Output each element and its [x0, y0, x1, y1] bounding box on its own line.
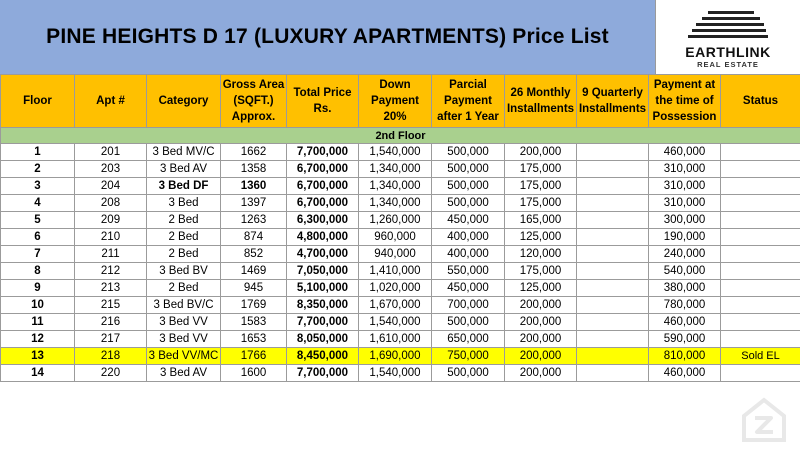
quarterly-installment-cell	[577, 297, 649, 314]
column-header: Payment at the time of Possession	[649, 75, 721, 128]
gross-area-cell: 1358	[221, 161, 287, 178]
quarterly-installment-cell	[577, 144, 649, 161]
table-row	[1, 178, 800, 195]
apt-number-cell: 209	[75, 212, 147, 229]
partial-payment-cell: 500,000	[432, 314, 505, 331]
table-row	[1, 229, 800, 246]
down-payment-cell: 1,260,000	[359, 212, 432, 229]
gross-area-cell: 1662	[221, 144, 287, 161]
category-cell: 3 Bed AV	[147, 365, 221, 382]
apt-number-cell: 215	[75, 297, 147, 314]
down-payment-cell: 1,020,000	[359, 280, 432, 297]
gross-area-cell: 945	[221, 280, 287, 297]
monthly-installment-cell: 200,000	[505, 348, 577, 365]
column-header: Gross Area (SQFT.) Approx.	[221, 75, 287, 128]
gross-area-cell: 1769	[221, 297, 287, 314]
gross-area-cell: 1766	[221, 348, 287, 365]
partial-payment-cell: 500,000	[432, 144, 505, 161]
floor-cell: 12	[1, 331, 75, 348]
monthly-installment-cell: 175,000	[505, 263, 577, 280]
column-header: 9 Quarterly Installments	[577, 75, 649, 128]
possession-payment-cell: 380,000	[649, 280, 721, 297]
partial-payment-cell: 550,000	[432, 263, 505, 280]
table-row	[1, 246, 800, 263]
table-row	[1, 297, 800, 314]
floor-cell: 2	[1, 161, 75, 178]
possession-payment-cell: 310,000	[649, 161, 721, 178]
category-cell: 3 Bed AV	[147, 161, 221, 178]
quarterly-installment-cell	[577, 263, 649, 280]
floor-cell: 13	[1, 348, 75, 365]
monthly-installment-cell: 200,000	[505, 297, 577, 314]
table-row	[1, 195, 800, 212]
total-price-cell: 8,050,000	[287, 331, 359, 348]
status-cell	[721, 195, 800, 212]
down-payment-cell: 1,410,000	[359, 263, 432, 280]
partial-payment-cell: 500,000	[432, 365, 505, 382]
apt-number-cell: 203	[75, 161, 147, 178]
monthly-installment-cell: 125,000	[505, 280, 577, 297]
quarterly-installment-cell	[577, 314, 649, 331]
total-price-cell: 8,350,000	[287, 297, 359, 314]
quarterly-installment-cell	[577, 280, 649, 297]
column-header: Down Payment 20%	[359, 75, 432, 128]
apt-number-cell: 217	[75, 331, 147, 348]
apt-number-cell: 201	[75, 144, 147, 161]
possession-payment-cell: 460,000	[649, 365, 721, 382]
column-header: Category	[147, 75, 221, 128]
monthly-installment-cell: 120,000	[505, 246, 577, 263]
possession-payment-cell: 810,000	[649, 348, 721, 365]
total-price-cell: 6,300,000	[287, 212, 359, 229]
status-cell	[721, 280, 800, 297]
partial-payment-cell: 500,000	[432, 161, 505, 178]
monthly-installment-cell: 200,000	[505, 144, 577, 161]
section-row	[1, 128, 800, 144]
category-cell: 3 Bed MV/C	[147, 144, 221, 161]
possession-payment-cell: 240,000	[649, 246, 721, 263]
down-payment-cell: 960,000	[359, 229, 432, 246]
table-row	[1, 331, 800, 348]
total-price-cell: 4,700,000	[287, 246, 359, 263]
gross-area-cell: 1583	[221, 314, 287, 331]
title-bar	[0, 0, 656, 74]
floor-cell: 8	[1, 263, 75, 280]
category-cell: 3 Bed VV	[147, 331, 221, 348]
status-cell	[721, 263, 800, 280]
table-row	[1, 263, 800, 280]
possession-payment-cell: 300,000	[649, 212, 721, 229]
floor-cell: 4	[1, 195, 75, 212]
quarterly-installment-cell	[577, 229, 649, 246]
column-header: Status	[721, 75, 800, 128]
possession-payment-cell: 310,000	[649, 195, 721, 212]
status-cell	[721, 314, 800, 331]
monthly-installment-cell: 200,000	[505, 331, 577, 348]
down-payment-cell: 940,000	[359, 246, 432, 263]
gross-area-cell: 852	[221, 246, 287, 263]
column-header: Parcial Payment after 1 Year	[432, 75, 505, 128]
price-table	[0, 74, 800, 382]
possession-payment-cell: 460,000	[649, 314, 721, 331]
partial-payment-cell: 400,000	[432, 246, 505, 263]
floor-cell: 11	[1, 314, 75, 331]
apt-number-cell: 204	[75, 178, 147, 195]
total-price-cell: 6,700,000	[287, 161, 359, 178]
total-price-cell: 8,450,000	[287, 348, 359, 365]
monthly-installment-cell: 125,000	[505, 229, 577, 246]
header-row	[1, 75, 800, 128]
possession-payment-cell: 460,000	[649, 144, 721, 161]
partial-payment-cell: 450,000	[432, 280, 505, 297]
partial-payment-cell: 400,000	[432, 229, 505, 246]
zameen-z-watermark-icon	[740, 396, 788, 444]
partial-payment-cell: 650,000	[432, 331, 505, 348]
gross-area-cell: 1360	[221, 178, 287, 195]
column-header: Apt #	[75, 75, 147, 128]
possession-payment-cell: 590,000	[649, 331, 721, 348]
quarterly-installment-cell	[577, 195, 649, 212]
possession-payment-cell: 780,000	[649, 297, 721, 314]
partial-payment-cell: 500,000	[432, 195, 505, 212]
down-payment-cell: 1,340,000	[359, 178, 432, 195]
floor-cell: 10	[1, 297, 75, 314]
monthly-installment-cell: 200,000	[505, 314, 577, 331]
apt-number-cell: 208	[75, 195, 147, 212]
total-price-cell: 7,050,000	[287, 263, 359, 280]
apt-number-cell: 220	[75, 365, 147, 382]
possession-payment-cell: 540,000	[649, 263, 721, 280]
gross-area-cell: 1397	[221, 195, 287, 212]
category-cell: 3 Bed VV/MC	[147, 348, 221, 365]
table-row	[1, 280, 800, 297]
total-price-cell: 7,700,000	[287, 144, 359, 161]
down-payment-cell: 1,610,000	[359, 331, 432, 348]
column-header: Floor	[1, 75, 75, 128]
gross-area-cell: 1600	[221, 365, 287, 382]
apt-number-cell: 218	[75, 348, 147, 365]
status-cell: Sold EL	[721, 348, 800, 365]
partial-payment-cell: 750,000	[432, 348, 505, 365]
apt-number-cell: 211	[75, 246, 147, 263]
down-payment-cell: 1,540,000	[359, 365, 432, 382]
table-row	[1, 212, 800, 229]
partial-payment-cell: 700,000	[432, 297, 505, 314]
floor-cell: 3	[1, 178, 75, 195]
apt-number-cell: 210	[75, 229, 147, 246]
total-price-cell: 6,700,000	[287, 178, 359, 195]
quarterly-installment-cell	[577, 348, 649, 365]
monthly-installment-cell: 175,000	[505, 161, 577, 178]
table-row	[1, 365, 800, 382]
column-header: Total Price Rs.	[287, 75, 359, 128]
total-price-cell: 4,800,000	[287, 229, 359, 246]
total-price-cell: 6,700,000	[287, 195, 359, 212]
down-payment-cell: 1,670,000	[359, 297, 432, 314]
quarterly-installment-cell	[577, 212, 649, 229]
gross-area-cell: 1653	[221, 331, 287, 348]
quarterly-installment-cell	[577, 365, 649, 382]
partial-payment-cell: 450,000	[432, 212, 505, 229]
down-payment-cell: 1,690,000	[359, 348, 432, 365]
down-payment-cell: 1,340,000	[359, 161, 432, 178]
table-row	[1, 161, 800, 178]
floor-cell: 5	[1, 212, 75, 229]
status-cell	[721, 229, 800, 246]
floor-cell: 7	[1, 246, 75, 263]
status-cell	[721, 178, 800, 195]
monthly-installment-cell: 175,000	[505, 195, 577, 212]
category-cell: 3 Bed DF	[147, 178, 221, 195]
status-cell	[721, 212, 800, 229]
quarterly-installment-cell	[577, 178, 649, 195]
floor-cell: 9	[1, 280, 75, 297]
gross-area-cell: 1469	[221, 263, 287, 280]
category-cell: 2 Bed	[147, 212, 221, 229]
column-header: 26 Monthly Installments	[505, 75, 577, 128]
quarterly-installment-cell	[577, 161, 649, 178]
floor-cell: 1	[1, 144, 75, 161]
status-cell	[721, 144, 800, 161]
table-row	[1, 348, 800, 365]
category-cell: 2 Bed	[147, 280, 221, 297]
status-cell	[721, 365, 800, 382]
category-cell: 3 Bed BV/C	[147, 297, 221, 314]
table-row	[1, 144, 800, 161]
total-price-cell: 5,100,000	[287, 280, 359, 297]
category-cell: 3 Bed VV	[147, 314, 221, 331]
category-cell: 2 Bed	[147, 229, 221, 246]
gross-area-cell: 1263	[221, 212, 287, 229]
floor-cell: 6	[1, 229, 75, 246]
category-cell: 3 Bed BV	[147, 263, 221, 280]
down-payment-cell: 1,540,000	[359, 314, 432, 331]
status-cell	[721, 331, 800, 348]
table-row	[1, 314, 800, 331]
floor-cell: 14	[1, 365, 75, 382]
page-title: PINE HEIGHTS D 17 (LUXURY APARTMENTS) Price List	[46, 25, 609, 48]
possession-payment-cell: 310,000	[649, 178, 721, 195]
status-cell	[721, 246, 800, 263]
monthly-installment-cell: 200,000	[505, 365, 577, 382]
quarterly-installment-cell	[577, 331, 649, 348]
apt-number-cell: 212	[75, 263, 147, 280]
category-cell: 3 Bed	[147, 195, 221, 212]
gross-area-cell: 874	[221, 229, 287, 246]
logo-subtitle: REAL ESTATE	[697, 60, 759, 69]
partial-payment-cell: 500,000	[432, 178, 505, 195]
monthly-installment-cell: 175,000	[505, 178, 577, 195]
quarterly-installment-cell	[577, 246, 649, 263]
status-cell	[721, 297, 800, 314]
logo-name: EARTHLINK	[685, 44, 771, 60]
earthlink-logo	[656, 0, 800, 74]
total-price-cell: 7,700,000	[287, 314, 359, 331]
total-price-cell: 7,700,000	[287, 365, 359, 382]
apt-number-cell: 213	[75, 280, 147, 297]
category-cell: 2 Bed	[147, 246, 221, 263]
down-payment-cell: 1,540,000	[359, 144, 432, 161]
down-payment-cell: 1,340,000	[359, 195, 432, 212]
apt-number-cell: 216	[75, 314, 147, 331]
possession-payment-cell: 190,000	[649, 229, 721, 246]
monthly-installment-cell: 165,000	[505, 212, 577, 229]
status-cell	[721, 161, 800, 178]
section-label: 2nd Floor	[1, 128, 800, 144]
